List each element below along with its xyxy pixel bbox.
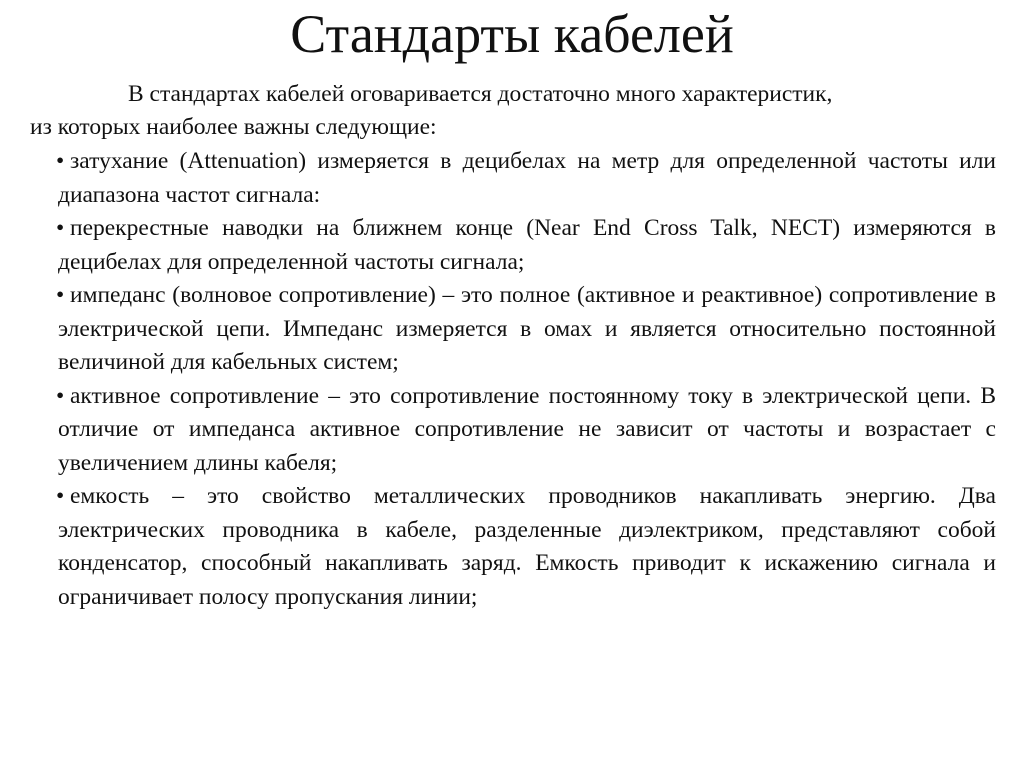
bullet-item-impedance	[58, 279, 996, 380]
bullet-dot-icon: •	[56, 215, 65, 241]
bullet-text: импеданс (волновое сопротивление) – это полное (активное и реактивное) сопротивление в электрической цепи. Импеданс измеряется в омах и является относительно постоянной величиной для кабельных систем;	[58, 282, 996, 375]
bullet-text: затухание (Attenuation) измеряется в децибелах на метр для определенной частоты или диапазона частот сигнала:	[58, 148, 996, 208]
bullet-item-resistance	[58, 380, 996, 481]
bullet-text: активное сопротивление – это сопротивление постоянному току в электрической цепи. В отличие от импеданса активное сопротивление не зависит от частоты и возрастает с увеличением длины кабеля;	[58, 382, 996, 476]
bullet-text: перекрестные наводки на ближнем конце (Near End Cross Talk, NECT) измеряются в децибелах для определенной частоты сигнала;	[58, 215, 996, 275]
bullet-item-capacitance	[58, 480, 996, 614]
bullet-list	[58, 145, 996, 614]
bullet-dot-icon: •	[56, 148, 65, 174]
slide-title: Стандарты кабелей	[290, 4, 734, 64]
bullet-dot-icon: •	[56, 382, 65, 409]
intro-paragraph	[30, 78, 994, 144]
intro-line-2: из которых наиболее важны следующие:	[30, 114, 437, 140]
bullet-item-attenuation	[58, 145, 996, 212]
intro-line-1: В стандартах кабелей оговаривается достаточно много характеристик,	[128, 81, 833, 107]
bullet-dot-icon: •	[56, 483, 65, 509]
bullet-dot-icon: •	[56, 282, 65, 308]
bullet-text: емкость – это свойство металлических проводников накапливать энергию. Два электрических проводника в кабеле, разделенные диэлектриком, представляют собой конденсатор, способный накапливать заряд. Емкость приводит к искажению сигнала и ограничивает полосу пропускания линии;	[58, 483, 996, 610]
bullet-item-crosstalk	[58, 212, 996, 279]
